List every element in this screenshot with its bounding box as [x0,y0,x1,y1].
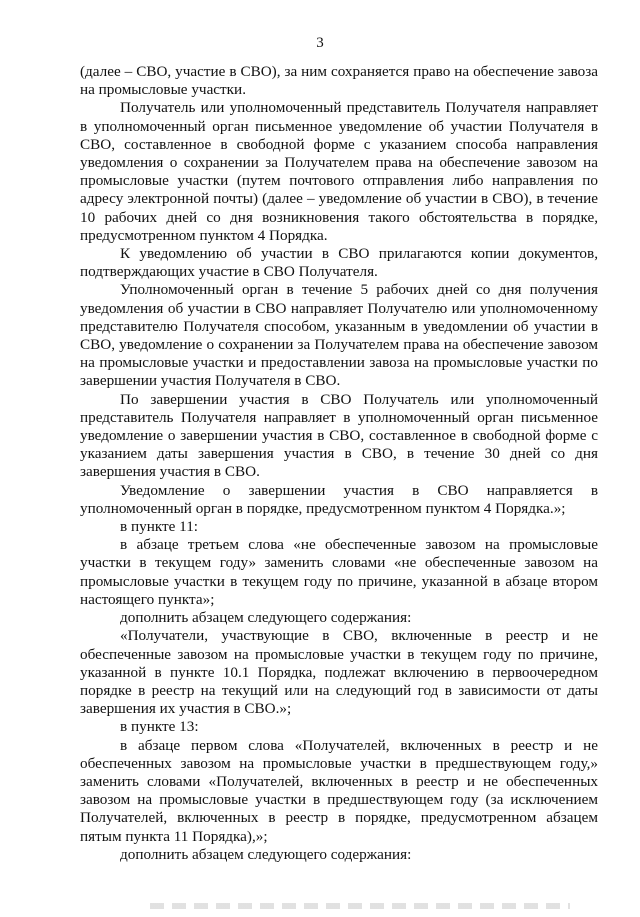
paragraph-6: Уведомление о завершении участия в СВО направляется в уполномоченный орган в порядке, предусмотренном пунктом 4 Порядка.»; [80,481,598,517]
paragraph-4: Уполномоченный орган в течение 5 рабочих дней со дня получения уведомления об участии в СВО направляет Получателю или уполномоченному представителю Получателя способом, указанным в уведомлении об участии в СВО, уведомление о сохранении за Получателем права на обеспечение завозом на промысловые участки и предоставлении завоза на промысловые участки по завершении участия Получателя в СВО. [80,281,598,390]
paragraph-13: дополнить абзацем следующего содержания: [120,845,412,863]
paragraph-11: в пункте 13: [120,718,199,736]
paragraph-9: дополнить абзацем следующего содержания: [120,609,412,627]
paragraph-1: (далее – СВО, участие в СВО), за ним сохраняется право на обеспечение завоза на промысловые участки. [80,63,598,99]
paragraph-2: Получатель или уполномоченный представитель Получателя направляет в уполномоченный орган письменное уведомление об участии Получателя в СВО, составленное в свободной форме с указанием способа направления уведомления о сохранении за Получателем права на обеспечение завозом на промысловые участки (путем почтового отправления либо направления по адресу электронной почты) (далее – уведомление об участии в СВО), в течение 10 рабочих дней со дня возникновения такого обстоятельства в порядке, предусмотренном пунктом 4 Порядка. [80,99,598,244]
document-body [80,63,598,864]
paragraph-8: в абзаце третьем слова «не обеспеченные завозом на промысловые участки в текущем году» заменить словами «не обеспеченные завозом на промысловые участки в текущем году по причине, указанной в абзаце втором настоящего пункта»; [80,536,598,608]
paragraph-5: По завершении участия в СВО Получатель или уполномоченный представитель Получателя направляет в уполномоченный орган письменное уведомление о завершении участия в СВО, составленное в свободной форме с указанием даты завершения участия в СВО, в течение 30 дней со дня завершения участия в СВО. [80,390,598,481]
page-number: 3 [316,35,324,51]
paragraph-3: К уведомлению об участии в СВО прилагаются копии документов, подтверждающих участие в СВО Получателя. [80,245,598,281]
paragraph-7: в пункте 11: [120,518,199,536]
scan-artifact-marks [150,903,570,909]
paragraph-12: в абзаце первом слова «Получателей, включенных в реестр и не обеспеченных завозом на промысловые участки в предшествующем году,» заменить словами «Получателей, включенных в реестр и не обеспеченных завозом на промысловые участки в предшествующем году (за исключением Получателей, включенных в реестр в порядке, предусмотренном абзацем пятым пункта 11 Порядка),»; [80,736,598,845]
paragraph-10: «Получатели, участвующие в СВО, включенные в реестр и не обеспеченные завозом на промысловые участки в текущем году по причине, указанной в пункте 10.1 Порядка, подлежат включению в первоочередном порядке в реестр на текущий или на следующий год в зависимости от даты завершения их участия в СВО.»; [80,627,598,718]
